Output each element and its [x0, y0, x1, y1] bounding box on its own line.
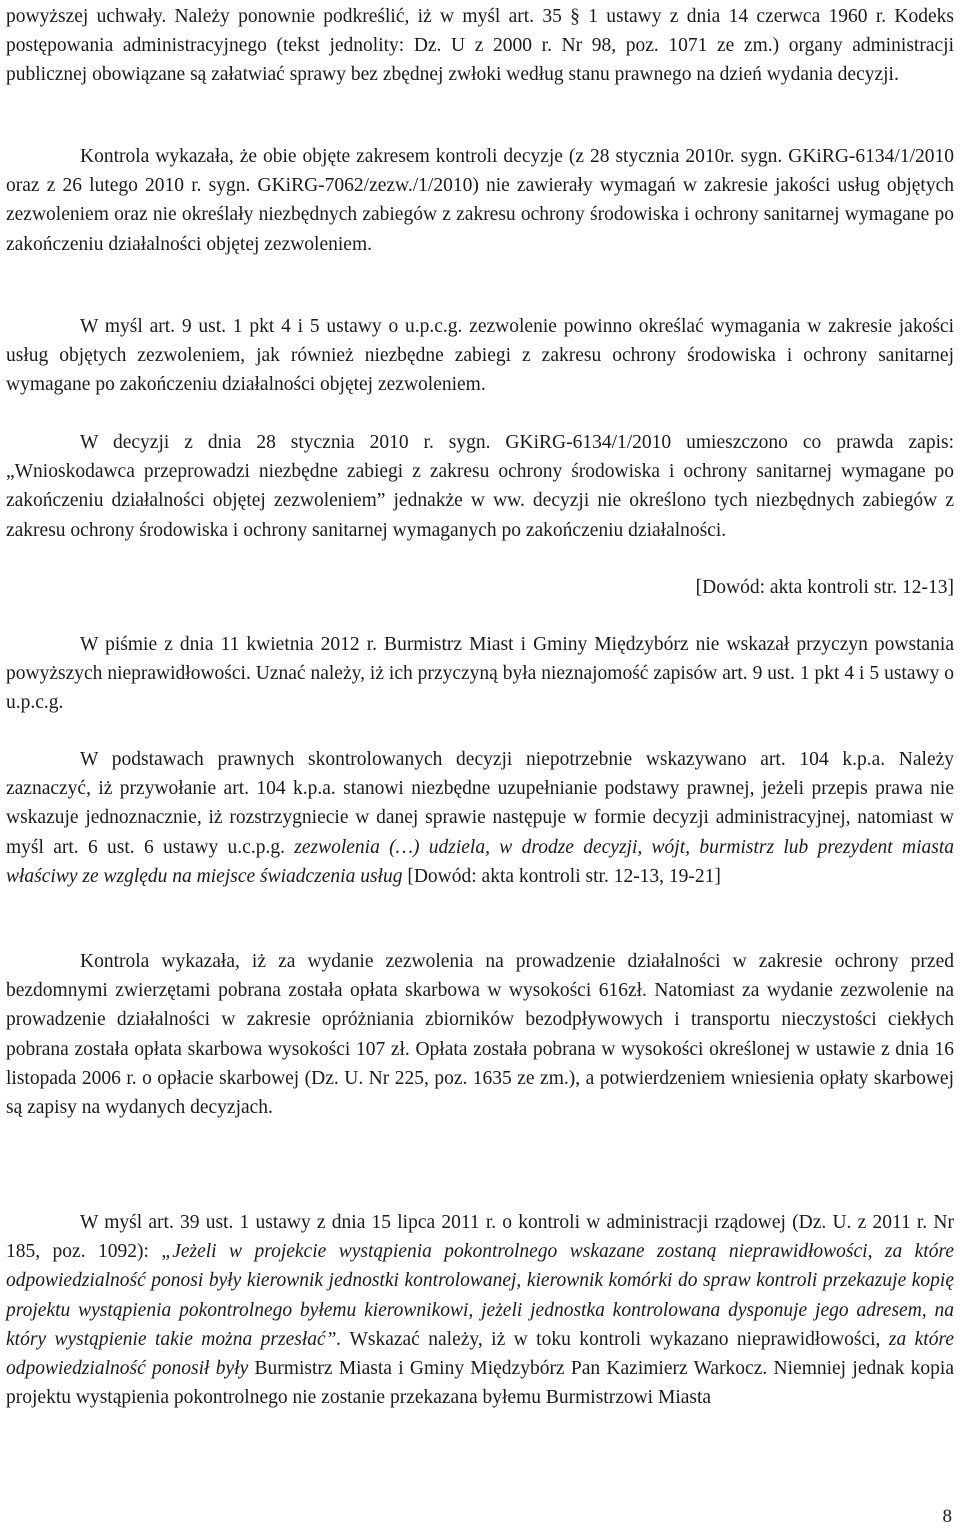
- paragraph-8-text-2: Wskazać należy, iż w toku kontroli wykazano nieprawidłowości,: [349, 1328, 881, 1350]
- paragraph-2-text: Kontrola wykazała, że obie objęte zakresem kontroli decyzje (z 28 stycznia 2010r. sygn. GKiRG-6134/1/2010 oraz z 26 lutego 2010 r. sygn. GKiRG-7062/zezw./1/2010) nie zawierały wymagań w zakresie jakości usług objętych zezwoleniem oraz nie określały niezbędnych zabiegów z zakresu ochrony środowiska i ochrony sanitarnej wymagane po zakończeniu działalności objętej zezwoleniem.: [6, 146, 954, 255]
- paragraph-8-quote-1: „Jeżeli w projekcie wystąpienia pokontrolnego wskazane zostaną nieprawidłowości, za które odpowiedzialność ponosi były kierownik jednostki kontrolowanej, kierownik komórki do spraw kontroli przekazuje kopię projektu wystąpienia pokontrolnego byłemu kierownikowi, jeżeli jednostka kontrolowana dysponuje jego adresem, na który wystąpienie takie można przesłać”.: [6, 1241, 954, 1350]
- paragraph-8-quote-2: za które odpowiedzialność ponosił były: [6, 1328, 954, 1380]
- proof-citation-2: [Dowód: akta kontroli str. 12-13, 19-21]: [407, 865, 721, 887]
- paragraph-5-text: W piśmie z dnia 11 kwietnia 2012 r. Burmistrz Miast i Gminy Międzybórz nie wskazał przyczyn powstania powyższych nieprawidłowości. Uznać należy, iż ich przyczyną była nieznajomość zapisów art. 9 ust. 1 pkt 4 i 5 ustawy o u.p.c.g.: [6, 634, 954, 714]
- paragraph-1-text: powyższej uchwały. Należy ponownie podkreślić, iż w myśl art. 35 § 1 ustawy z dnia 14 czerwca 1960 r. Kodeks postępowania administracyjnego (tekst jednolity: Dz. U z 2000 r. Nr 98, poz. 1071 ze zm.) organy administracji publicznej obowiązane są załatwiać sprawy bez zbędnej zwłoki według stanu prawnego na dzień wydania decyzji.: [6, 6, 954, 86]
- paragraph-8-text-3: Burmistrz Miasta i Gminy Międzybórz Pan Kazimierz Warkocz. Niemniej jednak kopia projektu wystąpienia pokontrolnego nie zostanie przekazana byłemu Burmistrzowi Miasta: [6, 1358, 954, 1409]
- paragraph-6: [6, 745, 954, 891]
- paragraph-7-text: Kontrola wykazała, iż za wydanie zezwolenia na prowadzenie działalności w zakresie ochrony przed bezdomnymi zwierzętami pobrana została opłata skarbowa w wysokości 616zł. Natomiast za wydanie zezwolenie na prowadzenie działalności w zakresie opróżniania zbiorników bezodpływowych i transportu nieczystości ciekłych pobrana została opłata skarbowa wysokości 107 zł. Opłata została pobrana w wysokości określonej w ustawie z dnia 16 listopada 2006 r. o opłacie skarbowej (Dz. U. Nr 225, poz. 1635 ze zm.), a potwierdzeniem wniesienia opłaty skarbowej są zapisy na wydanych decyzjach.: [6, 951, 954, 1119]
- paragraph-4-text: W decyzji z dnia 28 stycznia 2010 r. sygn. GKiRG-6134/1/2010 umieszczono co prawda zapis: „Wnioskodawca przeprowadzi niezbędne zabiegi z zakresu ochrony środowiska i ochrony sanitarnej wymagane po zakończeniu działalności objętej zezwoleniem” jednakże w ww. decyzji nie określono tych niezbędnych zabiegów z zakresu ochrony środowiska i ochrony sanitarnej wymaganych po zakończeniu działalności.: [6, 432, 954, 541]
- paragraph-7: [6, 947, 954, 1122]
- paragraph-5: [6, 630, 954, 718]
- paragraph-8-text: W myśl art. 39 ust. 1 ustawy z dnia 15 lipca 2011 r. o kontroli w administracji rządowej (Dz. U. z 2011 r. Nr 185, poz. 1092):: [6, 1212, 954, 1263]
- paragraph-3: [6, 312, 954, 400]
- paragraph-1: [6, 2, 954, 90]
- paragraph-3-text: W myśl art. 9 ust. 1 pkt 4 i 5 ustawy o u.p.c.g. zezwolenie powinno określać wymagania w zakresie jakości usług objętych zezwoleniem, jak również niezbędne zabiegi z zakresu ochrony środowiska i ochrony sanitarnej wymagane po zakończeniu działalności objętej zezwoleniem.: [6, 316, 954, 396]
- paragraph-8: [6, 1208, 954, 1412]
- proof-citation-1: [6, 573, 954, 602]
- paragraph-4: [6, 428, 954, 545]
- paragraph-2: [6, 142, 954, 259]
- paragraph-6-quote: zezwolenia (…) udziela, w drodze decyzji, wójt, burmistrz lub prezydent miasta właściwy ze względu na miejsce świadczenia usług: [6, 836, 954, 887]
- page-number: 8: [942, 1506, 952, 1527]
- proof-citation-1-text: [Dowód: akta kontroli str. 12-13]: [695, 577, 954, 598]
- paragraph-6-text: W podstawach prawnych skontrolowanych decyzji niepotrzebnie wskazywano art. 104 k.p.a. Należy zaznaczyć, iż przywołanie art. 104 k.p.a. stanowi niezbędne uzupełnianie podstawy prawnej, jeżeli przepis prawa nie wskazuje jednoznacznie, iż rozstrzygniecie w danej sprawie następuje w formie decyzji administracyjnej, natomiast w myśl art. 6 ust. 6 ustawy u.c.p.g.: [6, 749, 954, 858]
